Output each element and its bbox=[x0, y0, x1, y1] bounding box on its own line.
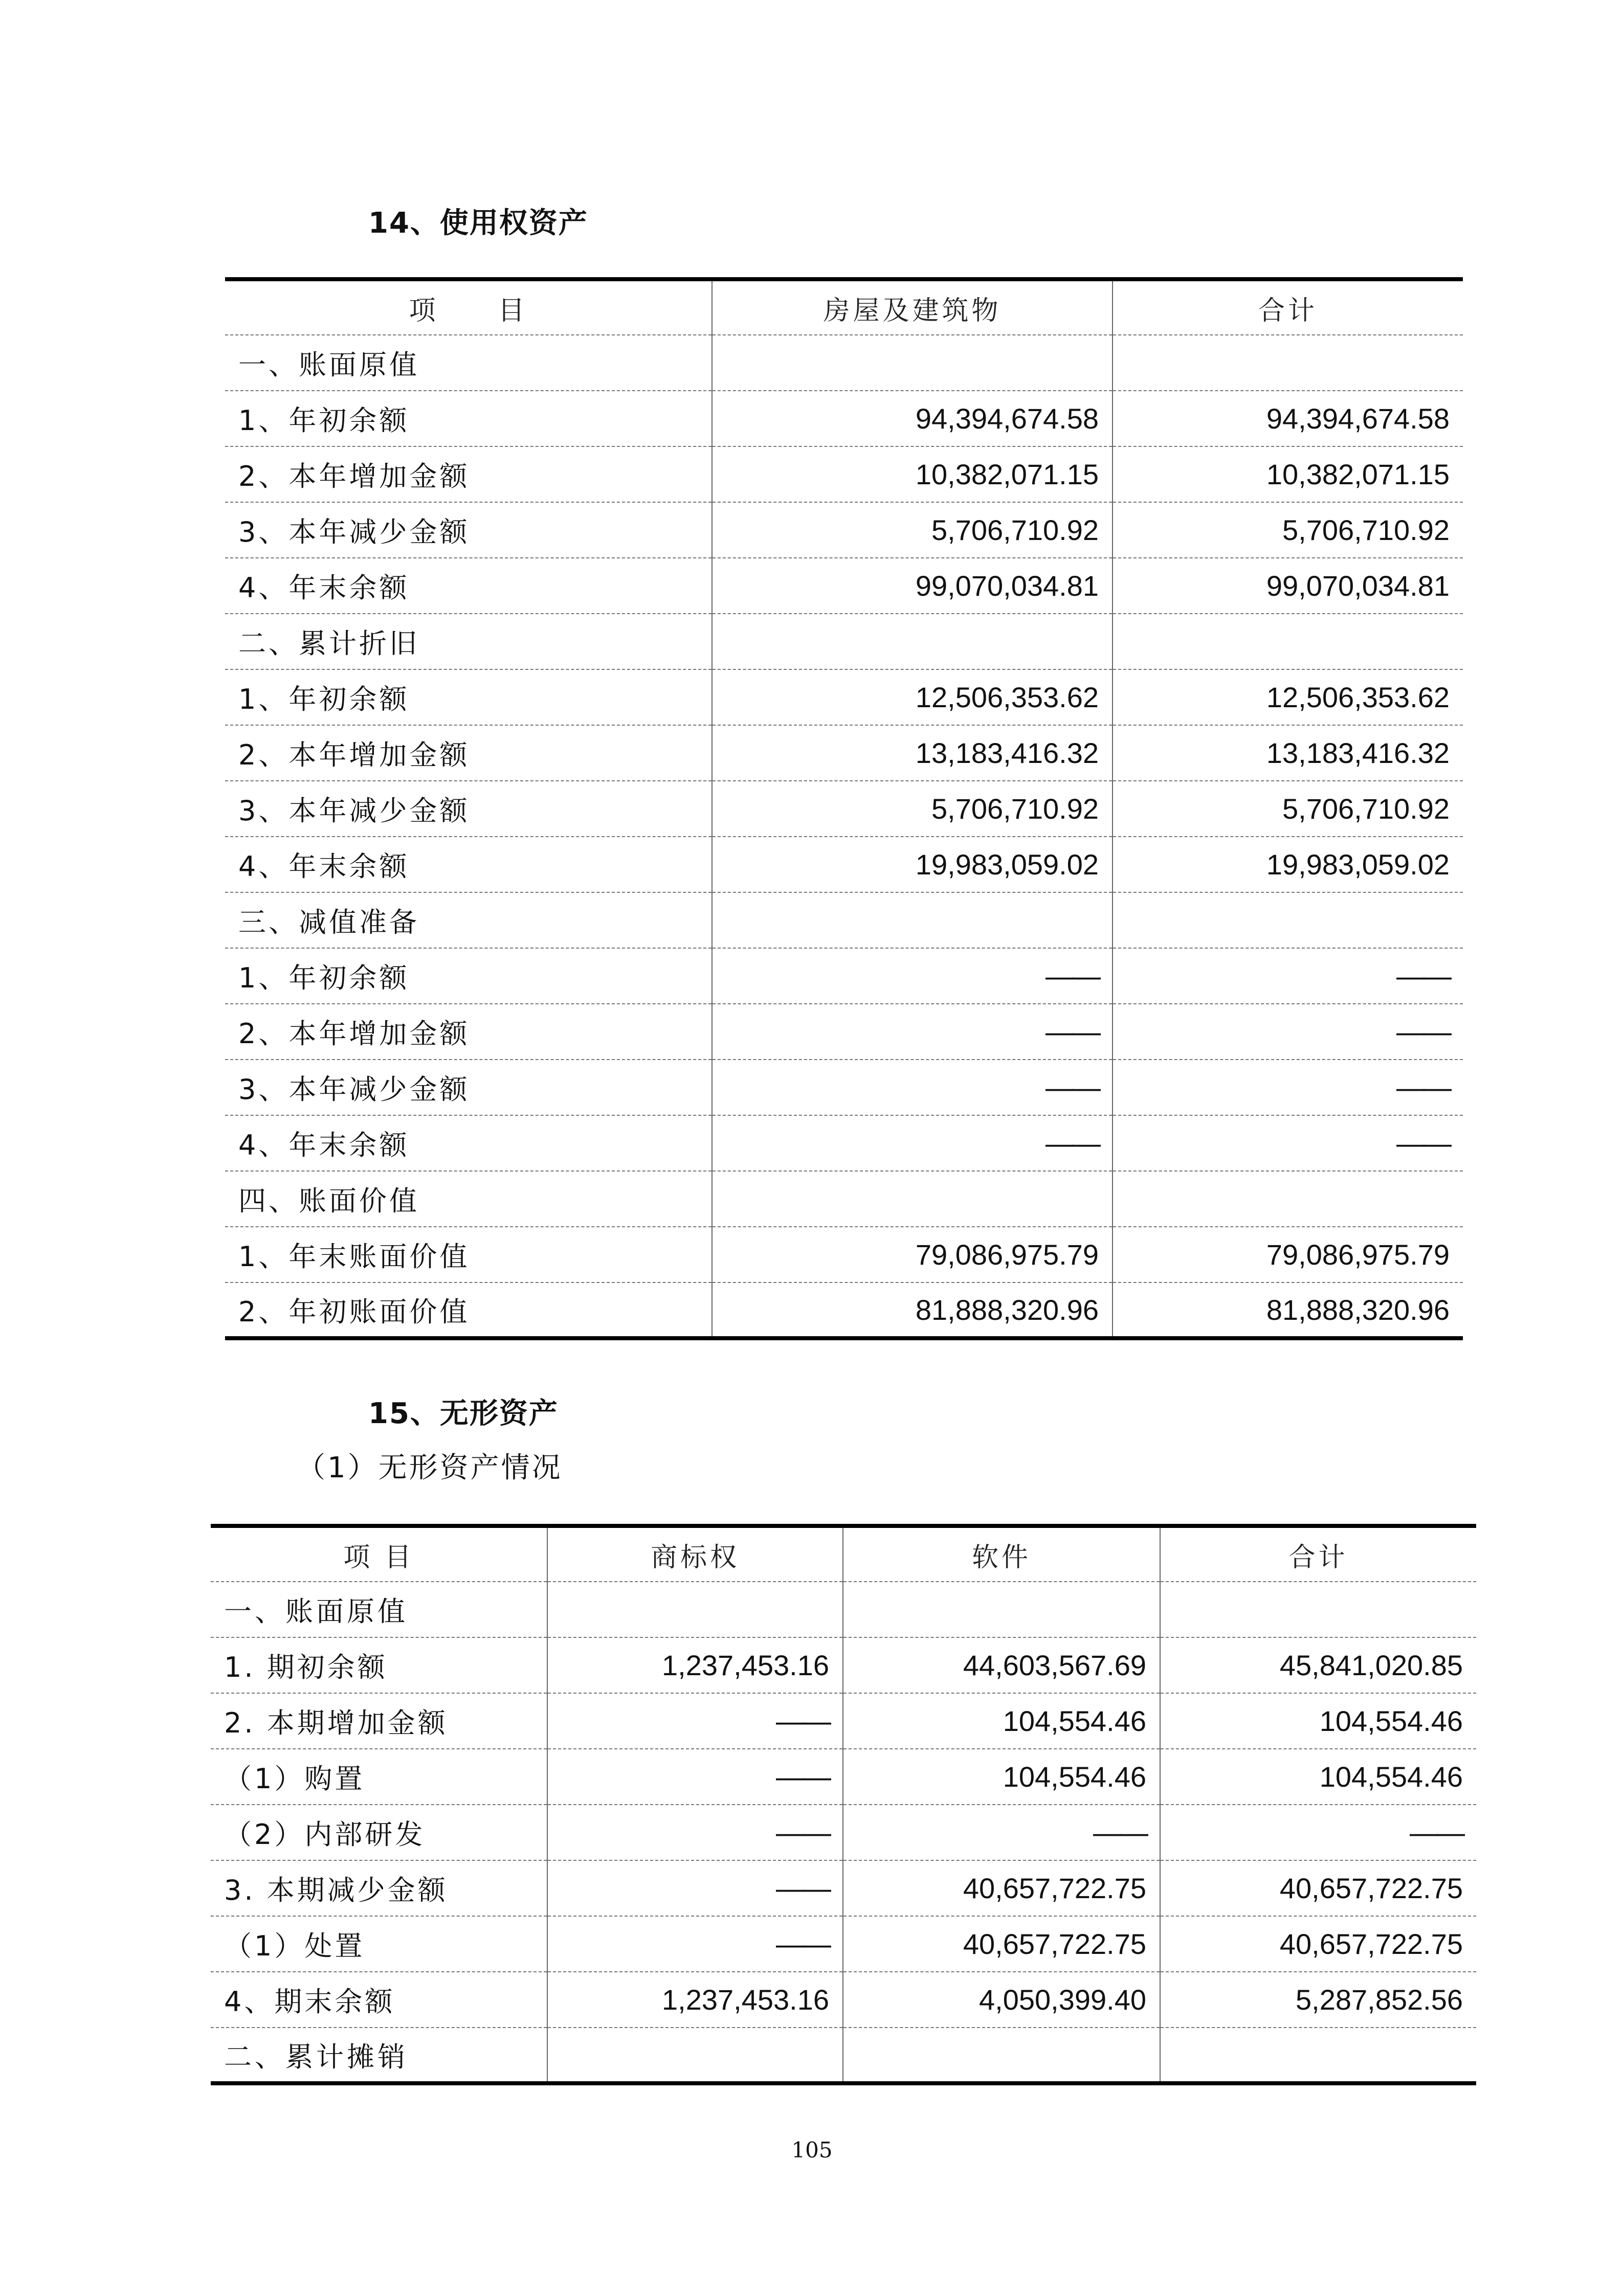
row-value-v1 bbox=[712, 892, 1113, 948]
table-row bbox=[225, 558, 1463, 614]
row-value-v3: 40,657,722.75 bbox=[1160, 1860, 1476, 1916]
table-section-row bbox=[225, 892, 1463, 948]
row-value-v2 bbox=[1113, 1171, 1463, 1227]
row-value-v1: —— bbox=[712, 948, 1113, 1004]
row-label: 二、累计折旧 bbox=[225, 614, 712, 669]
row-value-v2 bbox=[843, 2028, 1160, 2083]
table-row bbox=[211, 1693, 1476, 1749]
table-row bbox=[211, 1805, 1476, 1860]
row-value-v2: —— bbox=[843, 1805, 1160, 1860]
row-label: 2. 本期增加金额 bbox=[211, 1693, 547, 1749]
row-value-v1 bbox=[547, 2028, 843, 2083]
row-label: 4、年末余额 bbox=[225, 1115, 712, 1171]
row-value-v1: —— bbox=[712, 1115, 1113, 1171]
table-section-row bbox=[211, 1582, 1476, 1637]
table-section-row bbox=[211, 2028, 1476, 2083]
table-row bbox=[211, 1749, 1476, 1805]
row-value-v2: 40,657,722.75 bbox=[843, 1916, 1160, 1972]
row-value-v2: —— bbox=[1113, 948, 1463, 1004]
row-value-v2: 40,657,722.75 bbox=[843, 1860, 1160, 1916]
column-header-buildings: 房屋及建筑物 bbox=[712, 279, 1113, 335]
row-label: 3、本年减少金额 bbox=[225, 1060, 712, 1115]
row-value-v2: 13,183,416.32 bbox=[1113, 725, 1463, 781]
row-value-v1 bbox=[712, 614, 1113, 669]
table-row bbox=[225, 1282, 1463, 1338]
row-label: 四、账面价值 bbox=[225, 1171, 712, 1227]
row-label: （1）购置 bbox=[211, 1749, 547, 1805]
row-value-v1 bbox=[712, 335, 1113, 391]
row-value-v1: 81,888,320.96 bbox=[712, 1282, 1113, 1338]
row-label: 1. 期初余额 bbox=[211, 1637, 547, 1693]
row-value-v3: 45,841,020.85 bbox=[1160, 1637, 1476, 1693]
row-label: 1、年初余额 bbox=[225, 948, 712, 1004]
row-value-v2 bbox=[1113, 335, 1463, 391]
row-value-v3: 5,287,852.56 bbox=[1160, 1972, 1476, 2028]
row-value-v2: 4,050,399.40 bbox=[843, 1972, 1160, 2028]
row-value-v1: 5,706,710.92 bbox=[712, 781, 1113, 837]
table-row bbox=[225, 446, 1463, 502]
row-label: 2、本年增加金额 bbox=[225, 1004, 712, 1060]
section-14-title: 14、使用权资产 bbox=[368, 207, 588, 240]
row-value-v1: 5,706,710.92 bbox=[712, 502, 1113, 558]
table-row bbox=[225, 948, 1463, 1004]
column-header-item: 项 目 bbox=[211, 1526, 547, 1582]
table-row bbox=[211, 1637, 1476, 1693]
column-header-item: 项 目 bbox=[225, 279, 712, 335]
row-value-v1 bbox=[547, 1582, 843, 1637]
row-value-v1: 13,183,416.32 bbox=[712, 725, 1113, 781]
column-header-trademark: 商标权 bbox=[547, 1526, 843, 1582]
row-value-v2: 10,382,071.15 bbox=[1113, 446, 1463, 502]
row-value-v2 bbox=[843, 1582, 1160, 1637]
row-label: 2、年初账面价值 bbox=[238, 1295, 470, 1328]
row-label: 1、年初余额 bbox=[225, 669, 712, 725]
row-value-v1: 94,394,674.58 bbox=[712, 391, 1113, 446]
row-value-v2: 12,506,353.62 bbox=[1113, 669, 1463, 725]
table-row bbox=[211, 1972, 1476, 2028]
table-section-row bbox=[225, 614, 1463, 669]
table-row bbox=[211, 1916, 1476, 1972]
row-value-v2: 5,706,710.92 bbox=[1113, 781, 1463, 837]
row-value-v3: —— bbox=[1160, 1805, 1476, 1860]
row-value-v1: 1,237,453.16 bbox=[547, 1972, 843, 2028]
row-label: 2、本年增加金额 bbox=[225, 725, 712, 781]
row-value-v2: 79,086,975.79 bbox=[1113, 1227, 1463, 1282]
intangible-assets-table bbox=[211, 1524, 1476, 2085]
table-header-row bbox=[211, 1526, 1476, 1582]
row-value-v2: 81,888,320.96 bbox=[1113, 1282, 1463, 1338]
row-label: 三、减值准备 bbox=[225, 892, 712, 948]
row-value-v1: 12,506,353.62 bbox=[712, 669, 1113, 725]
row-value-v3 bbox=[1160, 1582, 1476, 1637]
row-label: 一、账面原值 bbox=[211, 1582, 547, 1637]
row-value-v1 bbox=[712, 1171, 1113, 1227]
row-label: 1、年初余额 bbox=[225, 391, 712, 446]
row-value-v2: 104,554.46 bbox=[843, 1693, 1160, 1749]
row-value-v2: 44,603,567.69 bbox=[843, 1637, 1160, 1693]
table-row bbox=[225, 837, 1463, 892]
column-header-software: 软件 bbox=[843, 1526, 1160, 1582]
right-of-use-assets-table bbox=[225, 277, 1463, 1340]
row-label: 4、期末余额 bbox=[211, 1972, 547, 2028]
table-row bbox=[225, 781, 1463, 837]
row-value-v2: —— bbox=[1113, 1060, 1463, 1115]
row-value-v3: 40,657,722.75 bbox=[1160, 1916, 1476, 1972]
row-label: （1）处置 bbox=[211, 1916, 547, 1972]
row-value-v2: —— bbox=[1113, 1004, 1463, 1060]
row-value-v1: 79,086,975.79 bbox=[712, 1227, 1113, 1282]
row-label: 3. 本期减少金额 bbox=[211, 1860, 547, 1916]
column-header-total: 合计 bbox=[1113, 279, 1463, 335]
row-value-v1: —— bbox=[712, 1004, 1113, 1060]
row-label: 3、本年减少金额 bbox=[225, 781, 712, 837]
row-label: 一、账面原值 bbox=[225, 335, 712, 391]
row-value-v2: 19,983,059.02 bbox=[1113, 837, 1463, 892]
table-row bbox=[225, 669, 1463, 725]
row-value-v2 bbox=[1113, 892, 1463, 948]
row-value-v2: 94,394,674.58 bbox=[1113, 391, 1463, 446]
row-value-v2: 5,706,710.92 bbox=[1113, 502, 1463, 558]
table-header-row bbox=[225, 279, 1463, 335]
row-value-v1: 10,382,071.15 bbox=[712, 446, 1113, 502]
row-value-v1: 19,983,059.02 bbox=[712, 837, 1113, 892]
table-row bbox=[225, 1004, 1463, 1060]
row-value-v3: 104,554.46 bbox=[1160, 1749, 1476, 1805]
row-value-v1: —— bbox=[547, 1749, 843, 1805]
row-value-v2: 104,554.46 bbox=[843, 1749, 1160, 1805]
table-row bbox=[225, 1060, 1463, 1115]
table-row bbox=[225, 1115, 1463, 1171]
row-value-v1: —— bbox=[547, 1860, 843, 1916]
row-label: 2、本年增加金额 bbox=[225, 446, 712, 502]
table-row bbox=[225, 725, 1463, 781]
table-row bbox=[225, 502, 1463, 558]
row-label: 4、年末余额 bbox=[225, 558, 712, 614]
row-value-v1: —— bbox=[712, 1060, 1113, 1115]
row-value-v2: 99,070,034.81 bbox=[1113, 558, 1463, 614]
row-value-v1: 99,070,034.81 bbox=[712, 558, 1113, 614]
row-value-v2: —— bbox=[1113, 1115, 1463, 1171]
row-value-v1: —— bbox=[547, 1916, 843, 1972]
column-header-total: 合计 bbox=[1160, 1526, 1476, 1582]
row-value-v1: —— bbox=[547, 1805, 843, 1860]
table-section-row bbox=[225, 335, 1463, 391]
row-label: 4、年末余额 bbox=[225, 837, 712, 892]
row-value-v1: 1,237,453.16 bbox=[547, 1637, 843, 1693]
section-15-title: 15、无形资产 bbox=[368, 1397, 559, 1430]
table-row bbox=[211, 1860, 1476, 1916]
section-15-subtitle: （1）无形资产情况 bbox=[297, 1451, 563, 1484]
table-row bbox=[225, 1227, 1463, 1282]
row-label: 3、本年减少金额 bbox=[225, 502, 712, 558]
row-label: （2）内部研发 bbox=[211, 1805, 547, 1860]
table-section-row bbox=[225, 1171, 1463, 1227]
row-value-v3 bbox=[1160, 2028, 1476, 2083]
row-label: 二、累计摊销 bbox=[224, 2040, 408, 2073]
row-value-v3: 104,554.46 bbox=[1160, 1693, 1476, 1749]
table-row bbox=[225, 391, 1463, 446]
row-label: 1、年末账面价值 bbox=[225, 1227, 712, 1282]
page-number: 105 bbox=[791, 2137, 833, 2163]
row-value-v1: —— bbox=[547, 1693, 843, 1749]
row-value-v2 bbox=[1113, 614, 1463, 669]
